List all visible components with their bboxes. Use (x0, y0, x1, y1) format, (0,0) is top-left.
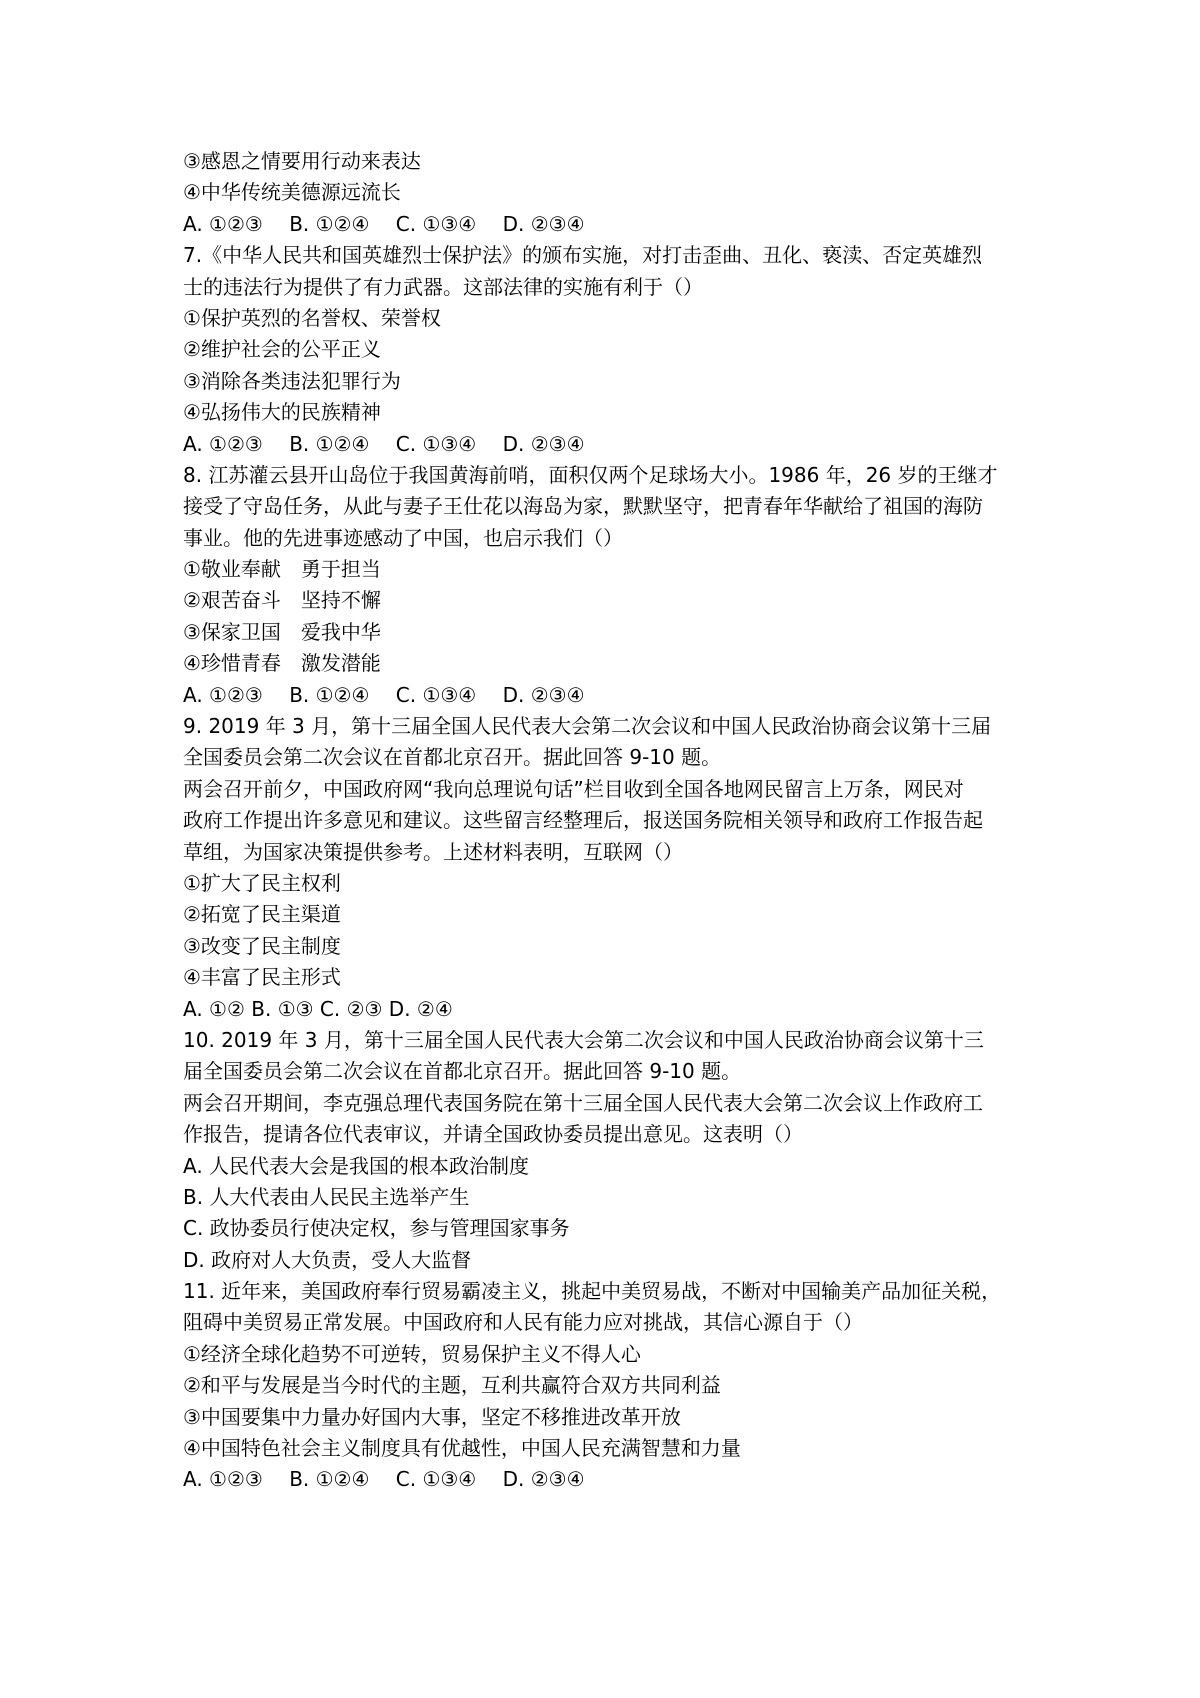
text-line: 届全国委员会第二次会议在首都北京召开。据此回答 9-10 题。 (183, 1059, 742, 1084)
text-line: 草组，为国家决策提供参考。上述材料表明，互联网（） (183, 839, 683, 864)
answer-options: A. ①②③ B. ①②④ C. ①③④ D. ②③④ (183, 682, 585, 707)
text-line: ②拓宽了民主渠道 (183, 902, 341, 927)
text-line: ④中国特色社会主义制度具有优越性，中国人民充满智慧和力量 (183, 1436, 741, 1461)
document-page (183, 146, 1033, 1496)
question-8: 8. 江苏灌云县开山岛位于我国黄海前哨，面积仅两个足球场大小。1986 年，26 岁的王继才 (183, 462, 998, 487)
text-line: D. 政府对人大负责，受人大监督 (183, 1247, 472, 1272)
text-line: ③感恩之情要用行动来表达 (183, 149, 421, 173)
question-9: 9. 2019 年 3 月，第十三届全国人民代表大会第二次会议和中国人民政治协商会议第十三届 (183, 714, 992, 739)
text-line: 事业。他的先进事迹感动了中国，也启示我们（） (183, 525, 623, 550)
answer-options: A. ①②③ B. ①②④ C. ①③④ D. ②③④ (183, 211, 585, 236)
text-line: 两会召开前夕，中国政府网“我向总理说句话”栏目收到全国各地网民留言上万条，网民对 (183, 776, 964, 801)
text-line: ③保家卫国 爱我中华 (183, 619, 381, 644)
text-line: ④中华传统美德源远流长 (183, 180, 401, 205)
text-line: ①扩大了民主权利 (183, 870, 341, 895)
answer-options: A. ①②③ B. ①②④ C. ①③④ D. ②③④ (183, 431, 585, 456)
text-line: A. 人民代表大会是我国的根本政治制度 (183, 1153, 530, 1178)
text-line: ③改变了民主制度 (183, 933, 341, 958)
text-line: ②和平与发展是当今时代的主题，互利共赢符合双方共同利益 (183, 1373, 721, 1398)
text-line: C. 政协委员行使决定权，参与管理国家事务 (183, 1216, 570, 1241)
text-line: 士的违法行为提供了有力武器。这部法律的实施有利于（） (183, 274, 703, 299)
text-line: 两会召开期间，李克强总理代表国务院在第十三届全国人民代表大会第二次会议上作政府工 (183, 1090, 983, 1115)
question-10: 10. 2019 年 3 月，第十三届全国人民代表大会第二次会议和中国人民政治协商会议第十三 (183, 1027, 984, 1052)
text-line: ①经济全球化趋势不可逆转，贸易保护主义不得人心 (183, 1341, 641, 1366)
text-line: 作报告，提请各位代表审议，并请全国政协委员提出意见。这表明（） (183, 1122, 803, 1147)
text-line: 接受了守岛任务，从此与妻子王仕花以海岛为家，默默坚守，把青春年华献给了祖国的海防 (183, 494, 983, 519)
text-line: ①保护英烈的名誉权、荣誉权 (183, 305, 441, 330)
answer-options: A. ①② B. ①③ C. ②③ D. ②④ (183, 996, 453, 1021)
text-line: ④弘扬伟大的民族精神 (183, 400, 381, 425)
text-line: ①敬业奉献 勇于担当 (183, 557, 381, 582)
text-line: ④丰富了民主形式 (183, 965, 341, 990)
question-7: 7.《中华人民共和国英雄烈士保护法》的颁布实施，对打击歪曲、丑化、亵渎、否定英雄烈 (183, 243, 983, 268)
text-line: 全国委员会第二次会议在首都北京召开。据此回答 9-10 题。 (183, 745, 722, 770)
text-line: ②艰苦奋斗 坚持不懈 (183, 588, 381, 613)
text-line: B. 人大代表由人民民主选举产生 (183, 1184, 470, 1209)
text-line: ④珍惜青春 激发潜能 (183, 651, 381, 676)
text-line: 政府工作提出许多意见和建议。这些留言经整理后，报送国务院相关领导和政府工作报告起 (183, 808, 983, 833)
question-11: 11. 近年来，美国政府奉行贸易霸凌主义，挑起中美贸易战，不断对中国输美产品加征关税， (183, 1279, 1002, 1304)
text-line: ③中国要集中力量办好国内大事，坚定不移推进改革开放 (183, 1404, 681, 1429)
answer-options: A. ①②③ B. ①②④ C. ①③④ D. ②③④ (183, 1467, 585, 1492)
text-line: ②维护社会的公平正义 (183, 337, 381, 362)
text-line: ③消除各类违法犯罪行为 (183, 368, 401, 393)
text-line: 阻碍中美贸易正常发展。中国政府和人民有能力应对挑战，其信心源自于（） (183, 1310, 863, 1335)
